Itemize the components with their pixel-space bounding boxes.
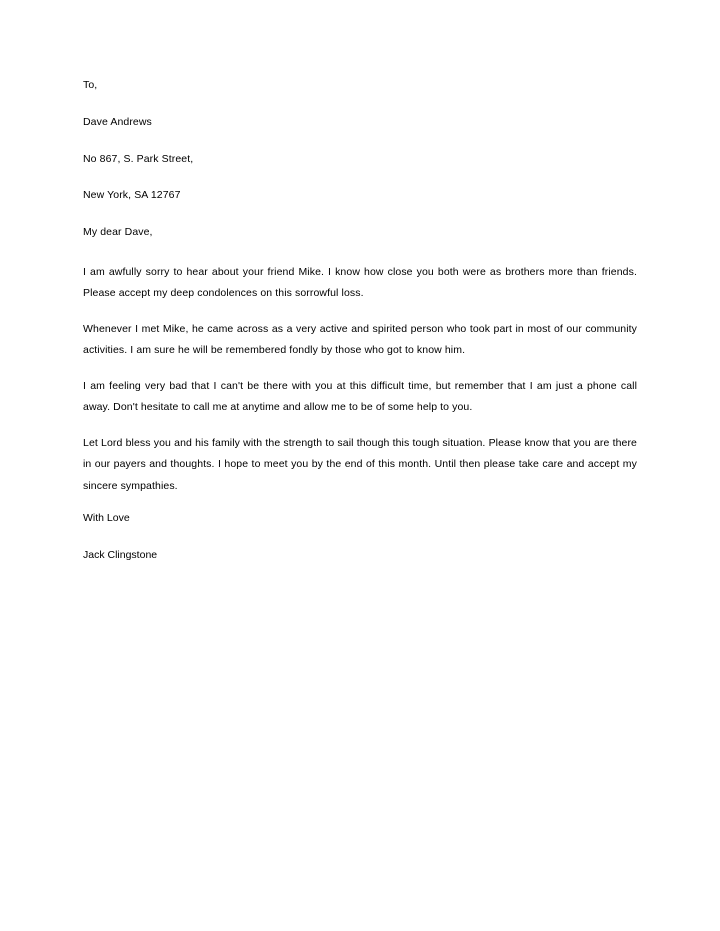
address-line-city-state-zip: New York, SA 12767 <box>83 189 181 202</box>
closing: With Love <box>83 512 130 525</box>
paragraph-4: Let Lord bless you and his family with the strength to sail though this tough situation. Please know that you are there in our payers and thoughts. I hope to meet you by the end of this month. Until then please take care and accept my sincere sympathies. <box>83 436 637 492</box>
paragraph-2: Whenever I met Mike, he came across as a very active and spirited person who took part in most of our community activities. I am sure he will be remembered fondly by those who got to know him. <box>83 322 637 357</box>
paragraph-1: I am awfully sorry to hear about your friend Mike. I know how close you both were as brothers more than friends. Please accept my deep condolences on this sorrowful loss. <box>83 265 637 300</box>
address-line-to: To, <box>83 79 98 91</box>
greeting: My dear Dave, <box>83 226 153 238</box>
letter-body <box>83 78 637 564</box>
address-line-recipient-name: Dave Andrews <box>83 115 152 128</box>
signature: Jack Clingstone <box>83 549 158 562</box>
address-line-street: No 867, S. Park Street, <box>83 152 194 165</box>
paragraph-3: I am feeling very bad that I can't be there with you at this difficult time, but remember that I am just a phone call away. Don't hesitate to call me at anytime and allow me to be of some help to you. <box>83 379 637 414</box>
